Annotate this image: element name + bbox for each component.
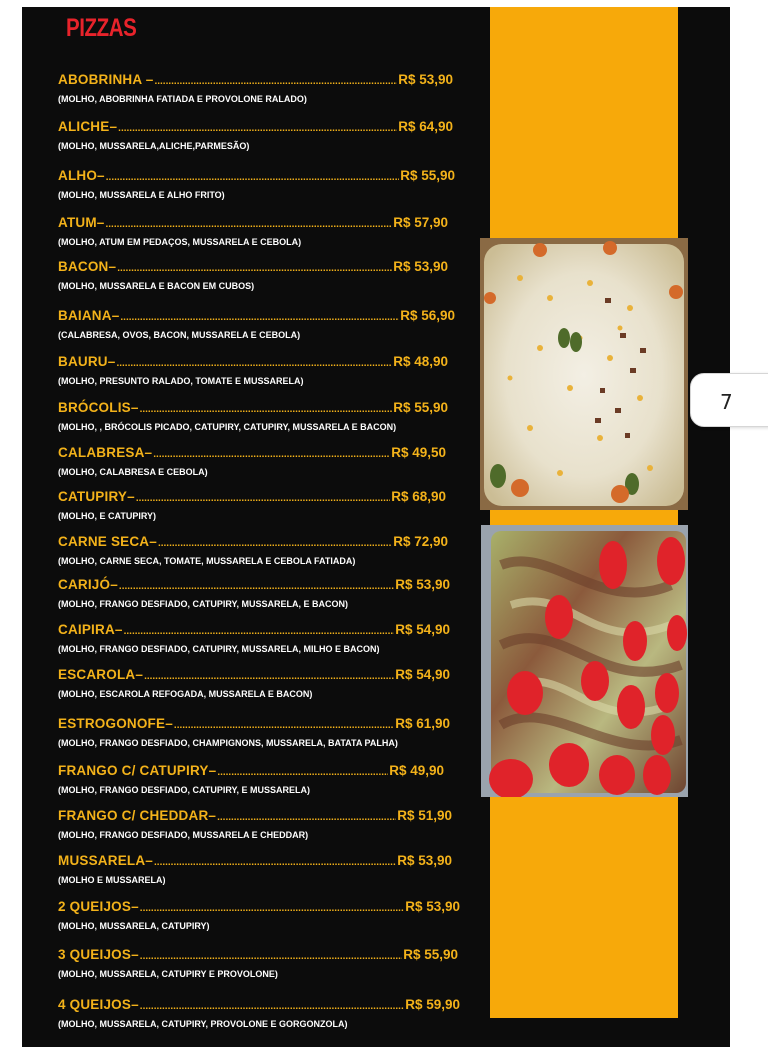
menu-item-price: R$ 68,90 [391, 489, 446, 504]
menu-item-line [58, 399, 448, 418]
menu-item-description: (MOLHO, FRANGO DESFIADO, CATUPIRY, E MUSSARELA) [58, 785, 310, 795]
dot-leader [140, 948, 402, 965]
menu-item-name: FRANGO C/ CATUPIRY– [58, 763, 217, 778]
menu-item-price: R$ 64,90 [398, 119, 453, 134]
menu-item-name: ESCAROLA– [58, 667, 144, 682]
orange-accent-band [490, 7, 678, 1018]
menu-item-name: CATUPIRY– [58, 489, 135, 504]
menu-item [58, 118, 453, 152]
menu-item-price: R$ 53,90 [393, 259, 448, 274]
menu-item-line [58, 852, 452, 871]
menu-item-description: (MOLHO, PRESUNTO RALADO, TOMATE E MUSSARELA) [58, 376, 304, 386]
menu-item-price: R$ 53,90 [395, 577, 450, 592]
menu-item-line [58, 258, 448, 277]
menu-item-name: BAIANA– [58, 308, 120, 323]
dot-leader [158, 535, 392, 552]
menu-item-line [58, 444, 446, 463]
menu-item [58, 576, 450, 610]
menu-item-line [58, 533, 448, 552]
dot-leader [144, 668, 394, 685]
menu-item [58, 996, 460, 1030]
menu-item-name: 2 QUEIJOS– [58, 899, 139, 914]
menu-item-description: (MOLHO, ATUM EM PEDAÇOS, MUSSARELA E CEBOLA) [58, 237, 302, 247]
menu-item-description: (MOLHO E MUSSARELA) [58, 875, 166, 885]
menu-item-price: R$ 57,90 [393, 215, 448, 230]
menu-item-description: (MOLHO, MUSSARELA E BACON EM CUBOS) [58, 281, 255, 291]
menu-item-line [58, 807, 452, 826]
menu-item-description: (MOLHO, FRANGO DESFIADO, CATUPIRY, MUSSARELA, MILHO E BACON) [58, 644, 380, 654]
menu-item-name: CARNE SECA– [58, 534, 157, 549]
menu-item-line [58, 996, 460, 1015]
menu-item-description: (MOLHO, MUSSARELA, CATUPIRY E PROVOLONE) [58, 969, 278, 979]
menu-item [58, 488, 446, 522]
menu-item-name: 3 QUEIJOS– [58, 947, 139, 962]
menu-item-price: R$ 56,90 [400, 308, 455, 323]
menu-item-name: BRÓCOLIS– [58, 400, 139, 415]
menu-item [58, 807, 452, 841]
dot-leader [106, 216, 393, 233]
dot-leader [140, 900, 404, 917]
dot-leader [217, 809, 396, 826]
dot-leader [117, 260, 392, 277]
menu-item-price: R$ 51,90 [397, 808, 452, 823]
dot-leader [116, 355, 392, 372]
dot-leader [118, 120, 397, 137]
menu-item-price: R$ 59,90 [405, 997, 460, 1012]
dot-leader [217, 764, 388, 781]
menu-item-name: ALHO– [58, 168, 105, 183]
menu-item-price: R$ 49,90 [389, 763, 444, 778]
menu-item [58, 353, 448, 387]
menu-item-price: R$ 53,90 [405, 899, 460, 914]
menu-item-name: ALICHE– [58, 119, 118, 134]
menu-item-line [58, 621, 450, 640]
menu-item-name: FRANGO C/ CHEDDAR– [58, 808, 217, 823]
menu-item-name: CARIJÓ– [58, 577, 118, 592]
menu-item [58, 946, 458, 980]
menu-item-description: (MOLHO, CALABRESA E CEBOLA) [58, 467, 208, 477]
menu-item [58, 307, 455, 341]
menu-item-name: BAURU– [58, 354, 116, 369]
menu-item-name: 4 QUEIJOS– [58, 997, 139, 1012]
menu-item-line [58, 666, 450, 685]
page-number-tab[interactable] [690, 373, 768, 427]
menu-item-price: R$ 49,50 [391, 445, 446, 460]
menu-item-description: (MOLHO, MUSSARELA, CATUPIRY, PROVOLONE E GORGONZOLA) [58, 1019, 348, 1029]
pizza-photo-sweet [481, 525, 688, 797]
menu-item [58, 399, 448, 433]
menu-item [58, 621, 450, 655]
menu-item-price: R$ 48,90 [393, 354, 448, 369]
menu-item-name: CAIPIRA– [58, 622, 123, 637]
menu-item-price: R$ 54,90 [395, 622, 450, 637]
menu-item-price: R$ 54,90 [395, 667, 450, 682]
dot-leader [119, 578, 394, 595]
menu-item-line [58, 307, 455, 326]
pizza-photo-savory [480, 238, 688, 510]
menu-item-name: ATUM– [58, 215, 105, 230]
menu-item-name: BACON– [58, 259, 117, 274]
menu-title: PIZZAS [66, 14, 137, 42]
menu-item [58, 167, 455, 201]
menu-item [58, 214, 448, 248]
menu-item-line [58, 898, 460, 917]
menu-item-price: R$ 53,90 [397, 853, 452, 868]
dot-leader [140, 998, 404, 1015]
dot-leader [154, 854, 396, 871]
menu-item-description: (MOLHO, ABOBRINHA FATIADA E PROVOLONE RALADO) [58, 94, 307, 104]
menu-item-line [58, 71, 453, 90]
dot-leader [174, 717, 394, 734]
dot-leader [153, 446, 390, 463]
menu-item-name: ESTROGONOFE– [58, 716, 173, 731]
menu-item [58, 444, 446, 478]
dot-leader [120, 309, 399, 326]
menu-item-description: (MOLHO, ESCAROLA REFOGADA, MUSSARELA E BACON) [58, 689, 313, 699]
menu-item-line [58, 118, 453, 137]
dot-leader [154, 73, 397, 90]
menu-item-description: (MOLHO, MUSSARELA, CATUPIRY) [58, 921, 210, 931]
menu-item-price: R$ 53,90 [398, 72, 453, 87]
menu-item-description: (MOLHO, FRANGO DESFIADO, CATUPIRY, MUSSARELA, E BACON) [58, 599, 348, 609]
menu-item [58, 533, 448, 567]
menu-item-line [58, 576, 450, 595]
menu-item-description: (MOLHO, MUSSARELA E ALHO FRITO) [58, 190, 225, 200]
menu-item-price: R$ 55,90 [403, 947, 458, 962]
menu-item-line [58, 762, 444, 781]
menu-item-description: (MOLHO, E CATUPIRY) [58, 511, 156, 521]
menu-item [58, 898, 460, 932]
dot-leader [136, 490, 390, 507]
menu-item [58, 666, 450, 700]
menu-item-description: (MOLHO, MUSSARELA,ALICHE,PARMESÃO) [58, 141, 250, 151]
menu-item-line [58, 214, 448, 233]
menu-item [58, 715, 450, 749]
menu-item-line [58, 946, 458, 965]
menu-item-price: R$ 55,90 [400, 168, 455, 183]
dot-leader [124, 623, 395, 640]
menu-item-name: CALABRESA– [58, 445, 153, 460]
menu-item-line [58, 715, 450, 734]
page-number: 7 [720, 390, 733, 414]
menu-item-line [58, 353, 448, 372]
dot-leader [140, 401, 393, 418]
menu-item-price: R$ 61,90 [395, 716, 450, 731]
menu-item-name: ABOBRINHA – [58, 72, 154, 87]
menu-item-description: (CALABRESA, OVOS, BACON, MUSSARELA E CEBOLA) [58, 330, 301, 340]
menu-item [58, 762, 444, 796]
menu-item [58, 258, 448, 292]
menu-item-line [58, 488, 446, 507]
menu-item-description: (MOLHO, , BRÓCOLIS PICADO, CATUPIRY, CATUPIRY, MUSSARELA E BACON) [58, 422, 397, 432]
menu-item-description: (MOLHO, FRANGO DESFIADO, CHAMPIGNONS, MUSSARELA, BATATA PALHA) [58, 738, 398, 748]
menu-item-name: MUSSARELA– [58, 853, 154, 868]
menu-item-price: R$ 55,90 [393, 400, 448, 415]
menu-item [58, 852, 452, 886]
menu-item-description: (MOLHO, FRANGO DESFIADO, MUSSARELA E CHEDDAR) [58, 830, 309, 840]
menu-item-price: R$ 72,90 [393, 534, 448, 549]
menu-item-line [58, 167, 455, 186]
dot-leader [106, 169, 399, 186]
menu-item [58, 71, 453, 105]
menu-item-description: (MOLHO, CARNE SECA, TOMATE, MUSSARELA E CEBOLA FATIADA) [58, 556, 356, 566]
